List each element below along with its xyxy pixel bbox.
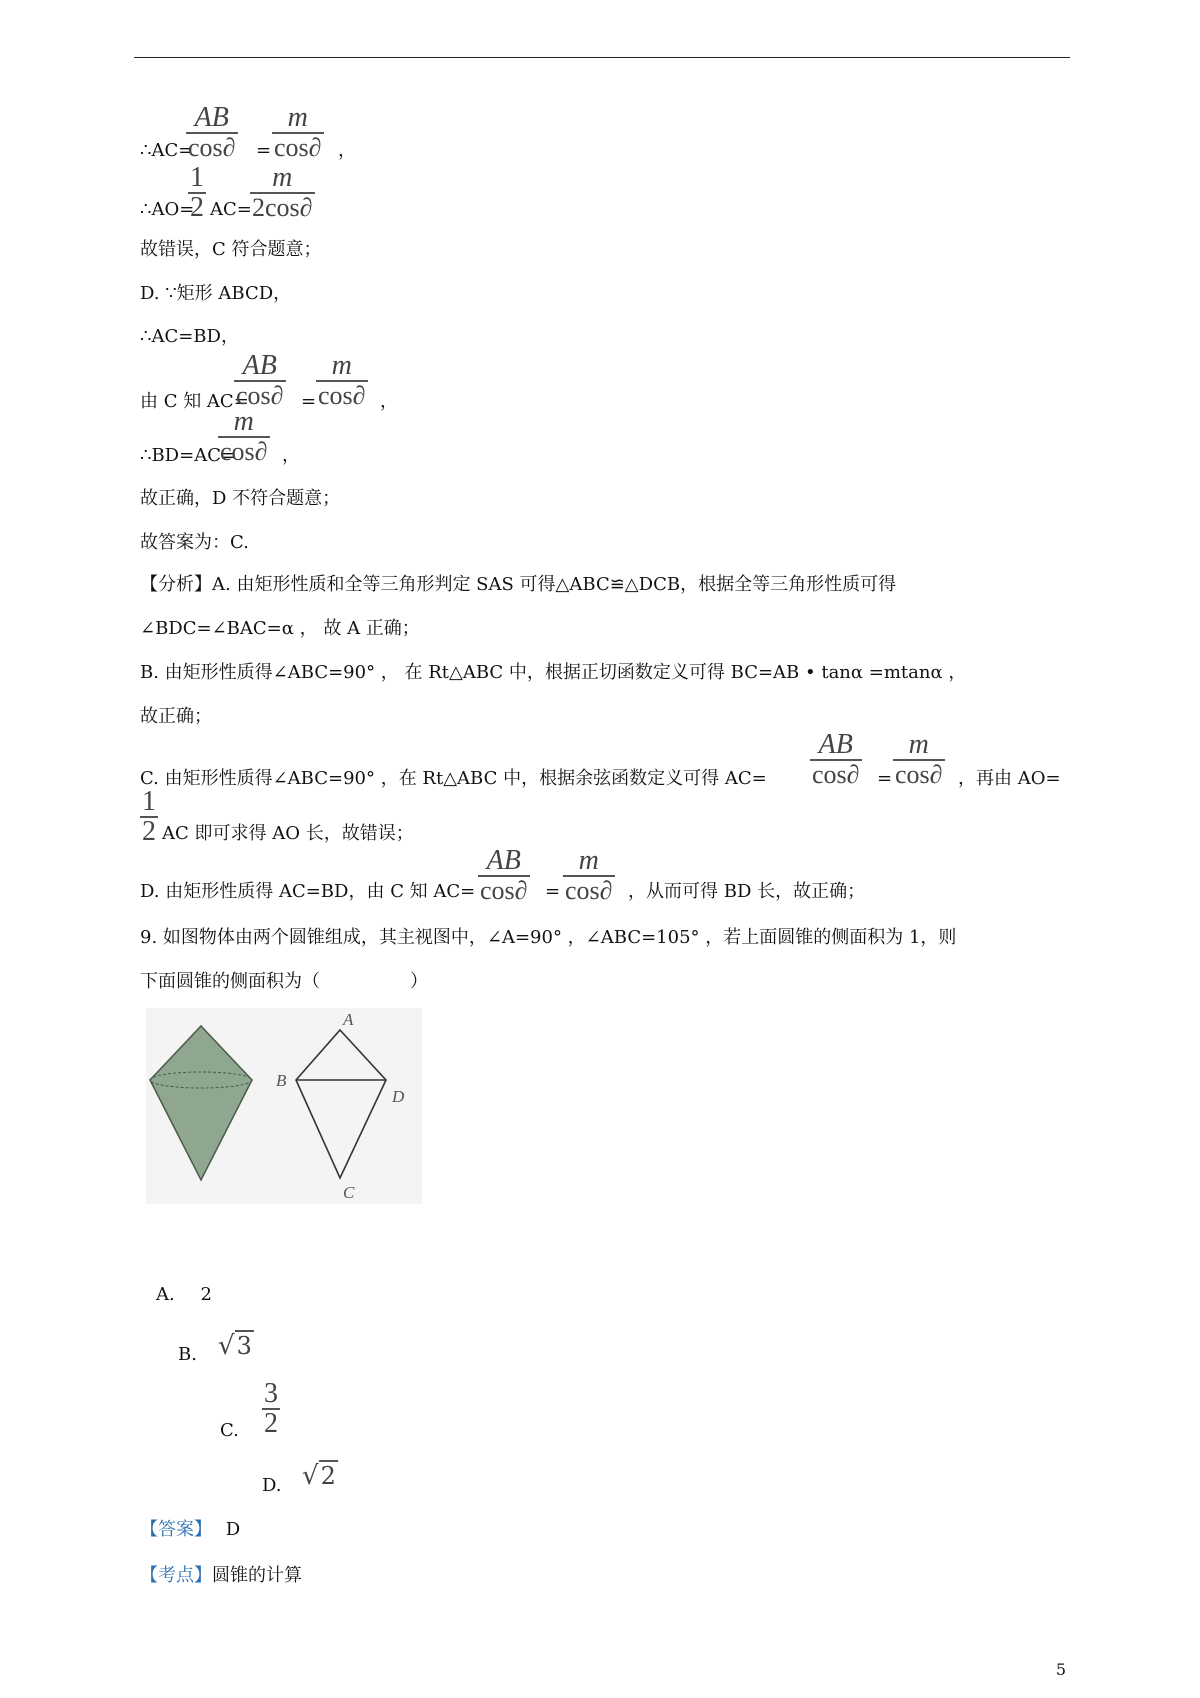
- fraction-m-2cos: m 2cos∂: [252, 162, 313, 222]
- analysis-line: [140, 573, 896, 597]
- fraction-half: 1 2: [142, 786, 156, 847]
- analysis-tag: 【分析】: [140, 574, 212, 595]
- question-9-cont: 下面圆锥的侧面积为（ ）: [140, 971, 428, 992]
- text-ac2: AC=: [210, 199, 252, 220]
- answer-value: D: [225, 1519, 241, 1540]
- label-b: B: [276, 1071, 287, 1090]
- text-line-d-end: ，从而可得 BD 长，故正确；: [628, 881, 866, 902]
- cone-figure: [146, 1008, 422, 1204]
- fraction-ab-cos: AB cos∂: [236, 350, 284, 410]
- text-bd: ∴BD=AC=: [140, 445, 237, 466]
- option-a-label: A.: [156, 1284, 175, 1305]
- fraction-ab-cos: AB cos∂: [812, 729, 860, 789]
- topic-tag: 【考点】: [140, 1565, 212, 1586]
- text-eq: =: [301, 391, 317, 412]
- fraction-m-cos: m cos∂: [274, 102, 322, 162]
- fraction-m-cos: m cos∂: [895, 729, 943, 789]
- text-line-d: D. 由矩形性质得 AC=BD，由 C 知 AC=: [140, 881, 476, 902]
- answer-line: [140, 1518, 240, 1542]
- text-ac: ∴AC=: [140, 140, 194, 161]
- text-comma: ，: [282, 445, 300, 466]
- text-line: 故正确；: [140, 706, 212, 727]
- question-9: 9. 如图物体由两个圆锥组成，其主视图中，∠A=90° ，∠ABC=105° ，若上面圆锥的侧面积为 1，则: [140, 927, 957, 948]
- topic-line: [140, 1564, 302, 1588]
- fraction-m-cos: m cos∂: [318, 350, 366, 410]
- text-line: ∴AC=BD，: [140, 326, 239, 347]
- text-line: D. ∵矩形 ABCD，: [140, 283, 292, 304]
- text-line: ∠BDC=∠BAC=α ， 故 A 正确；: [140, 618, 420, 639]
- answer-tag: 【答案】: [140, 1519, 212, 1540]
- option-d[interactable]: D.: [262, 1475, 282, 1496]
- label-a: A: [343, 1010, 354, 1029]
- text-line-c: C. 由矩形性质得∠ABC=90° ，在 Rt△ABC 中，根据余弦函数定义可得 AC=: [140, 768, 767, 789]
- fraction-ab-cos: AB cos∂: [480, 845, 528, 905]
- option-a-value: 2: [200, 1284, 212, 1305]
- label-c: C: [343, 1183, 355, 1202]
- topic-value: 圆锥的计算: [212, 1565, 302, 1586]
- option-a[interactable]: [156, 1283, 212, 1307]
- option-b[interactable]: B.: [178, 1344, 197, 1365]
- sqrt-3: √3: [218, 1331, 252, 1361]
- text-line: B. 由矩形性质得∠ABC=90° ， 在 Rt△ABC 中，根据正切函数定义可得 BC=AB • tanα =mtanα ，: [140, 662, 967, 683]
- fraction-three-halves: 3 2: [264, 1378, 278, 1439]
- text-line: 故正确，D 不符合题意；: [140, 488, 341, 509]
- analysis-text: A. 由矩形性质和全等三角形判定 SAS 可得△ABC≌△DCB，根据全等三角形性质可得: [212, 574, 897, 595]
- text-eq: =: [256, 140, 272, 161]
- option-c[interactable]: C.: [220, 1420, 239, 1441]
- text-line: 故答案为：C.: [140, 532, 249, 553]
- fraction-m-cos: m cos∂: [220, 406, 268, 466]
- text-line: AC 即可求得 AO 长，故错误；: [162, 823, 414, 844]
- text-line: 故错误，C 符合题意；: [140, 239, 322, 260]
- header-rule: [134, 57, 1070, 58]
- text-eq: =: [545, 881, 561, 902]
- text-ac3: 由 C 知 AC=: [140, 391, 249, 412]
- text-comma: ，: [380, 391, 398, 412]
- label-d: D: [392, 1087, 405, 1106]
- text-comma: ，: [338, 140, 356, 161]
- sqrt-2: √2: [302, 1461, 336, 1491]
- page-number: 5: [1055, 1660, 1066, 1679]
- fraction-m-cos: m cos∂: [565, 845, 613, 905]
- text-eq: =: [877, 768, 893, 789]
- text-ao: ∴AO=: [140, 199, 195, 220]
- fraction-ab-cos: AB cos∂: [188, 102, 236, 162]
- text-line-c-end: ，再由 AO=: [958, 768, 1061, 789]
- fraction-half: 1 2: [190, 162, 204, 223]
